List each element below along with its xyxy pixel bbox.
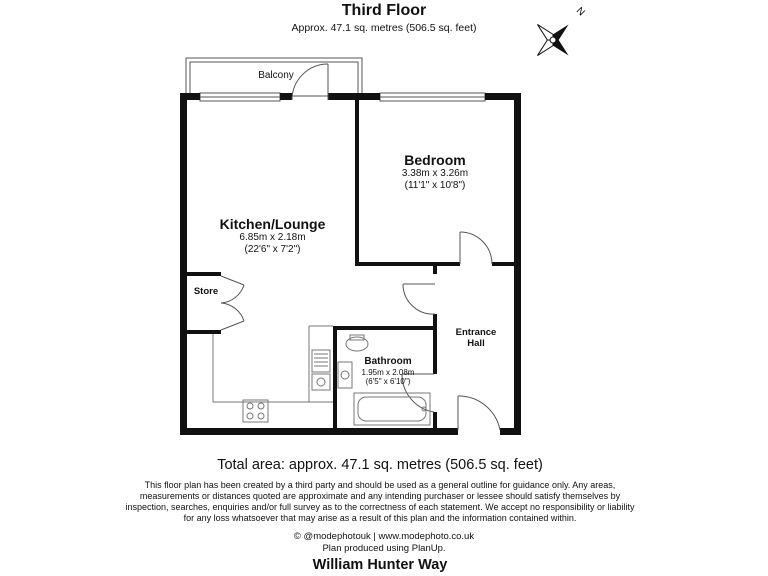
page-subtitle: Approx. 47.1 sq. metres (506.5 sq. feet) <box>291 22 477 34</box>
entrance-hall-name-line1: Entrance <box>455 327 497 338</box>
property-address: William Hunter Way <box>312 557 448 573</box>
entrance-hall-label <box>443 328 509 350</box>
plan-credit: Plan produced using PlanUp. <box>322 543 446 554</box>
kitchen-lounge-name: Kitchen/Lounge <box>219 216 326 232</box>
balcony-label: Balcony <box>258 70 294 81</box>
entrance-hall-name-line2: Hall <box>467 337 485 349</box>
bathroom-imperial: (6'5" x 6'10") <box>365 376 411 386</box>
bathroom-label <box>348 356 428 386</box>
photo-credit: © @modephotouk | www.modephoto.co.uk <box>293 531 475 542</box>
compass-icon <box>535 22 572 59</box>
bedroom-label <box>370 152 500 191</box>
kitchen-lounge-label <box>200 216 345 255</box>
compass-north-label: N <box>573 5 587 19</box>
bedroom-imperial: (11'1" x 10'8") <box>404 179 466 191</box>
kitchen-units <box>213 326 333 402</box>
hob-icon <box>243 400 268 422</box>
total-area: Total area: approx. 47.1 sq. metres (506.5 sq. feet) <box>217 457 543 473</box>
bathroom-name: Bathroom <box>364 356 412 367</box>
kitchen-lounge-metric: 6.85m x 2.18m <box>239 232 306 244</box>
page-title: Third Floor <box>341 2 427 19</box>
bedroom-metric: 3.38m x 3.26m <box>401 168 469 180</box>
disclaimer-text: This floor plan has been created by a third party and should be used as a general outline for guidance only. Any areas, measurements or distances quoted are approximate and any intending purchaser or lessee should satisfy themselves by inspection, searches, enquiries and/or full survey as to the correctness of each statement. We accept no responsibility or liability for any loss whatsoever that may arise as a result of this plan and the information contained within. <box>125 480 635 523</box>
bedroom-name: Bedroom <box>404 152 466 168</box>
kitchen-lounge-imperial: (22'6" x 7'2") <box>244 243 301 255</box>
bathroom-metric: 1.95m x 2.08m <box>361 367 415 377</box>
store-label: Store <box>193 286 219 297</box>
